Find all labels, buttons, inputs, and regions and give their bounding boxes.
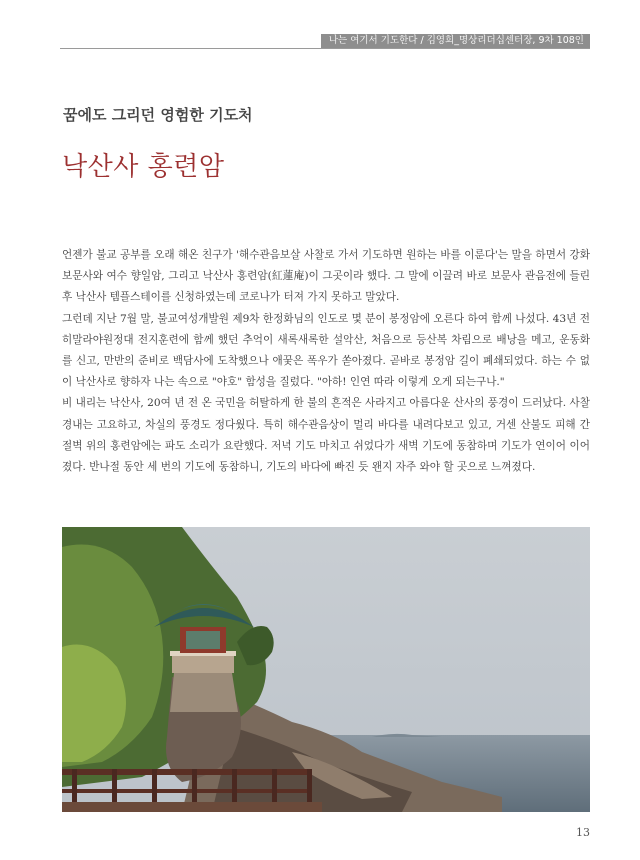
foreground-ledge <box>62 802 322 812</box>
article-title: 낙산사 홍련암 <box>62 152 225 182</box>
temple-cliff-photo <box>62 527 590 812</box>
paragraph-1: 언젠가 불교 공부를 오래 해온 친구가 '해수관음보살 사찰로 가서 기도하면 원하는 바를 이룬다'는 말을 하면서 강화 보문사와 여수 향일암, 그리고 낙산사 홍련암(紅蓮庵)이 그곳이라 했다. 그 말에 이끌려 바로 보문사 관음전에 들린 후 낙산사 템플스테이를 신청하였는데 코로나가 터져 가지 못하고 말았다. <box>62 249 590 304</box>
article-subtitle: 꿈에도 그리던 영험한 기도처 <box>63 106 253 124</box>
temple-doors <box>186 631 220 649</box>
article-body <box>62 245 590 478</box>
stone-wall <box>170 673 238 712</box>
page-number: 13 <box>576 826 590 839</box>
header-rule <box>60 48 590 49</box>
temple-terrace <box>172 655 234 673</box>
paragraph-3: 비 내리는 낙산사, 20여 년 전 온 국민을 허탈하게 한 불의 흔적은 사라지고 아름다운 산사의 풍경이 드러났다. 사찰 경내는 고요하고, 차실의 풍경도 정다웠다. 특히 해수관음상이 멀리 바다를 내려다보고 있고, 거센 산불도 피해 간 절벽 위의 홍련암에는 파도 소리가 요란했다. 저녁 기도 마치고 쉬었다가 새벽 기도에 동참하며 기도가 연이어 이어졌다. 반나절 동안 세 번의 기도에 동참하니, 기도의 바다에 빠진 듯 왠지 자주 와야 할 곳으로 느껴졌다. <box>62 397 590 474</box>
running-header: 나는 여기서 기도한다 / 김영희_명상리더십센터장, 9차 108인 <box>321 34 590 48</box>
paragraph-2: 그런데 지난 7월 말, 불교여성개발원 제9차 한정화님의 인도로 몇 분이 봉정암에 오른다 하여 함께 나섰다. 43년 전 히말라야원정대 전지훈련에 함께 했던 추억이 새록새록한 설악산, 처음으로 등산복 차림으로 배낭을 메고, 운동화를 신고, 만반의 준비로 백담사에 도착했으나 애꿎은 폭우가 쏟아졌다. 곧바로 봉정암 길이 폐쇄되었다. 하는 수 없이 낙산사로 향하자 나는 속으로 "야호" 함성을 질렀다. "아하! 인연 따라 이렇게 오게 되는구나." <box>62 312 590 389</box>
